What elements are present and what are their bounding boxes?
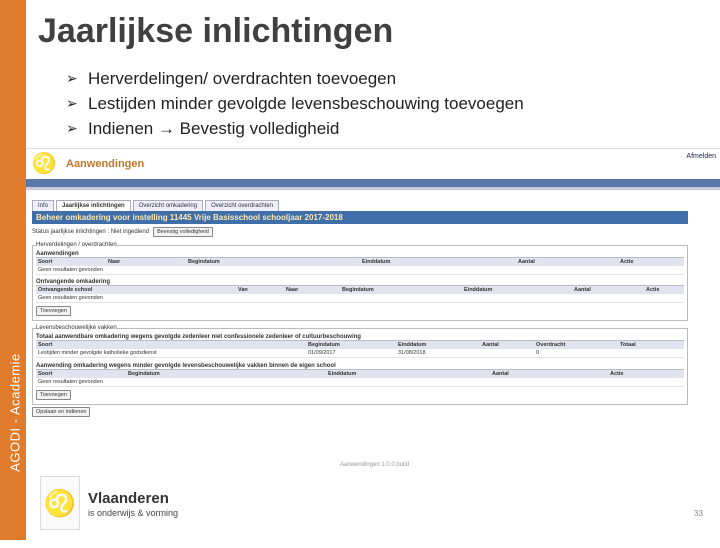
brand-name: Vlaanderen [88, 490, 169, 507]
section-title: Totaal aanwendbare omkadering wegens gevolgde zedenleer niet confessionele zedenleer of cultuurbeschouwing [36, 334, 361, 340]
table-row: Lestijden minder gevolgde katholieke godsdienst 01/09/2017 31/08/2018 0 [36, 349, 684, 358]
table-header: Soort Begindatum Einddatum Aantal Overdracht Totaal [36, 340, 684, 349]
header-divider [26, 187, 720, 190]
table-row: Geen resultaten gevonden [36, 378, 684, 387]
app-title: Aanwendingen [66, 158, 145, 170]
tab-overzicht-omkadering[interactable]: Overzicht omkadering [133, 200, 203, 211]
section-title: Ontvangende omkadering [36, 279, 111, 285]
tab-jaarlijkse-inlichtingen[interactable]: Jaarlijkse inlichtingen [56, 200, 131, 211]
tab-info[interactable]: Info [32, 200, 54, 211]
app-screenshot [26, 148, 720, 474]
levensbeschouwing-legend: Levensbeschouwelijke vakken [36, 325, 117, 331]
slide-number: 33 [694, 509, 703, 518]
app-version: Aanwendingen 1.0.0.build [340, 462, 410, 468]
add-levensbeschouwing-button[interactable]: Toevoegen [36, 390, 71, 400]
header-band [26, 179, 720, 187]
logout-link[interactable]: Afmelden [686, 153, 716, 160]
levensbeschouwing-fieldset [32, 325, 688, 405]
herverdelingen-fieldset [32, 242, 688, 321]
arrow-bullet-icon: ➢ [66, 70, 78, 86]
brand-block [88, 490, 178, 518]
section-title: Aanwendingen [36, 251, 79, 257]
add-herverdeling-button[interactable]: Toevoegen [36, 306, 71, 316]
bullet-item: ➢ Herverdelingen/ overdrachten toevoegen [66, 66, 524, 91]
tab-bar [32, 200, 688, 211]
bullet-list [66, 66, 524, 141]
save-and-submit-button[interactable]: Opslaan en indienen [32, 407, 90, 417]
brand-subtitle: is onderwijs & vorming [88, 508, 179, 518]
status-text: Status jaarlijkse inlichtingen : Niet ingediend [32, 229, 150, 235]
table-row: Geen resultaten gevonden [36, 266, 684, 275]
herverdelingen-legend: Herverdelingen / overdrachten [36, 242, 117, 248]
app-content [32, 200, 688, 415]
page-banner: Beheer omkadering voor instelling 11445 Vrije Basisschool schooljaar 2017-2018 [32, 211, 688, 224]
section-title: Aanwending omkadering wegens minder gevolgde levensbeschouwelijke vakken binnen de eigen school [36, 363, 336, 369]
bullet-item: ➢ Indienen → Bevestig volledigheid [66, 116, 524, 141]
status-row [32, 226, 688, 238]
table-row: Geen resultaten gevonden [36, 294, 684, 303]
vlaanderen-lion-logo-icon: ♌ [40, 476, 80, 530]
table-header: Soort Naar Begindatum Einddatum Aantal Actie [36, 257, 684, 266]
table-header: Soort Begindatum Einddatum Aantal Actie [36, 369, 684, 378]
arrow-bullet-icon: ➢ [66, 120, 78, 136]
side-label: AGODI - Academie [7, 353, 23, 472]
tab-overzicht-overdrachten[interactable]: Overzicht overdrachten [205, 200, 279, 211]
table-header: Ontvangende school Van Naar Begindatum Einddatum Aantal Actie [36, 285, 684, 294]
arrow-bullet-icon: ➢ [66, 95, 78, 111]
slide-title: Jaarlijkse inlichtingen [38, 12, 394, 50]
app-header [26, 149, 720, 179]
flemish-lion-icon: ♌ [31, 153, 57, 175]
confirm-completeness-button[interactable]: Bevestig volledigheid [153, 227, 213, 237]
bullet-item: ➢ Lestijden minder gevolgde levensbeschouwing toevoegen [66, 91, 524, 116]
